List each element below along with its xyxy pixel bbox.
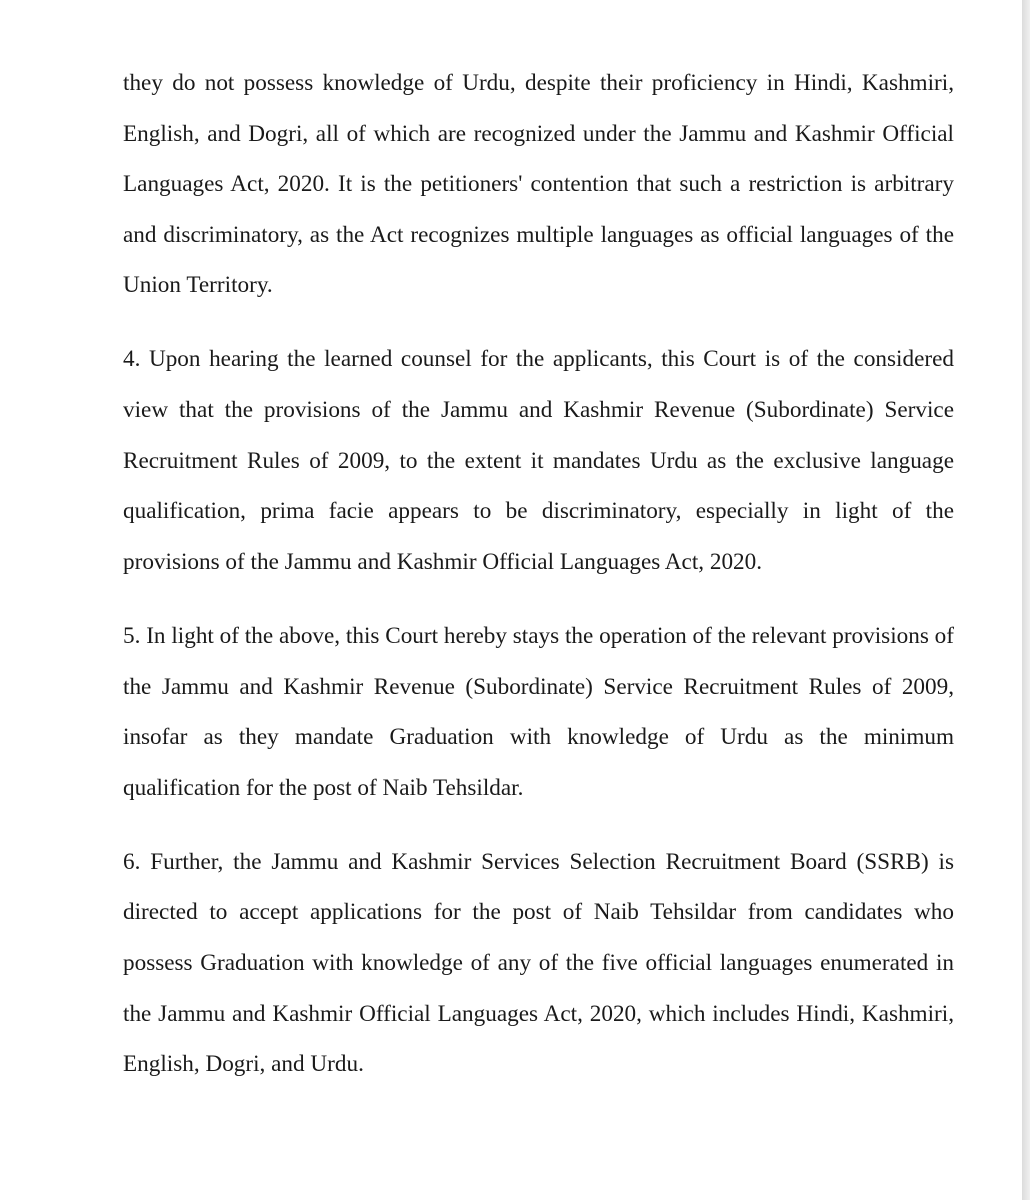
- page-edge-shadow: [1022, 0, 1030, 1200]
- paragraph-6: 6. Further, the Jammu and Kashmir Services Selection Recruitment Board (SSRB) is directed to accept applications for the post of Naib Tehsildar from candidates who possess Graduation with knowledge of any of the five official languages enumerated in the Jammu and Kashmir Official Languages Act, 2020, which includes Hindi, Kashmiri, English, Dogri, and Urdu.: [123, 848, 954, 1078]
- paragraph-5: 5. In light of the above, this Court hereby stays the operation of the relevant provisions of the Jammu and Kashmir Revenue (Subordinate) Service Recruitment Rules of 2009, insofar as they mandate Graduation with knowledge of Urdu as the minimum qualification for the post of Naib Tehsildar.: [123, 622, 954, 801]
- document-body: [123, 58, 954, 1113]
- paragraph-4: 4. Upon hearing the learned counsel for the applicants, this Court is of the considered view that the provisions of the Jammu and Kashmir Revenue (Subordinate) Service Recruitment Rules of 2009, to the extent it mandates Urdu as the exclusive language qualification, prima facie appears to be discriminatory, especially in light of the provisions of the Jammu and Kashmir Official Languages Act, 2020.: [123, 346, 954, 575]
- paragraph-3-continued: they do not possess knowledge of Urdu, despite their proficiency in Hindi, Kashmiri, English, and Dogri, all of which are recognized under the Jammu and Kashmir Official Languages Act, 2020. It is the petitioners' contention that such a restriction is arbitrary and discriminatory, as the Act recognizes multiple languages as official languages of the Union Territory.: [123, 70, 954, 299]
